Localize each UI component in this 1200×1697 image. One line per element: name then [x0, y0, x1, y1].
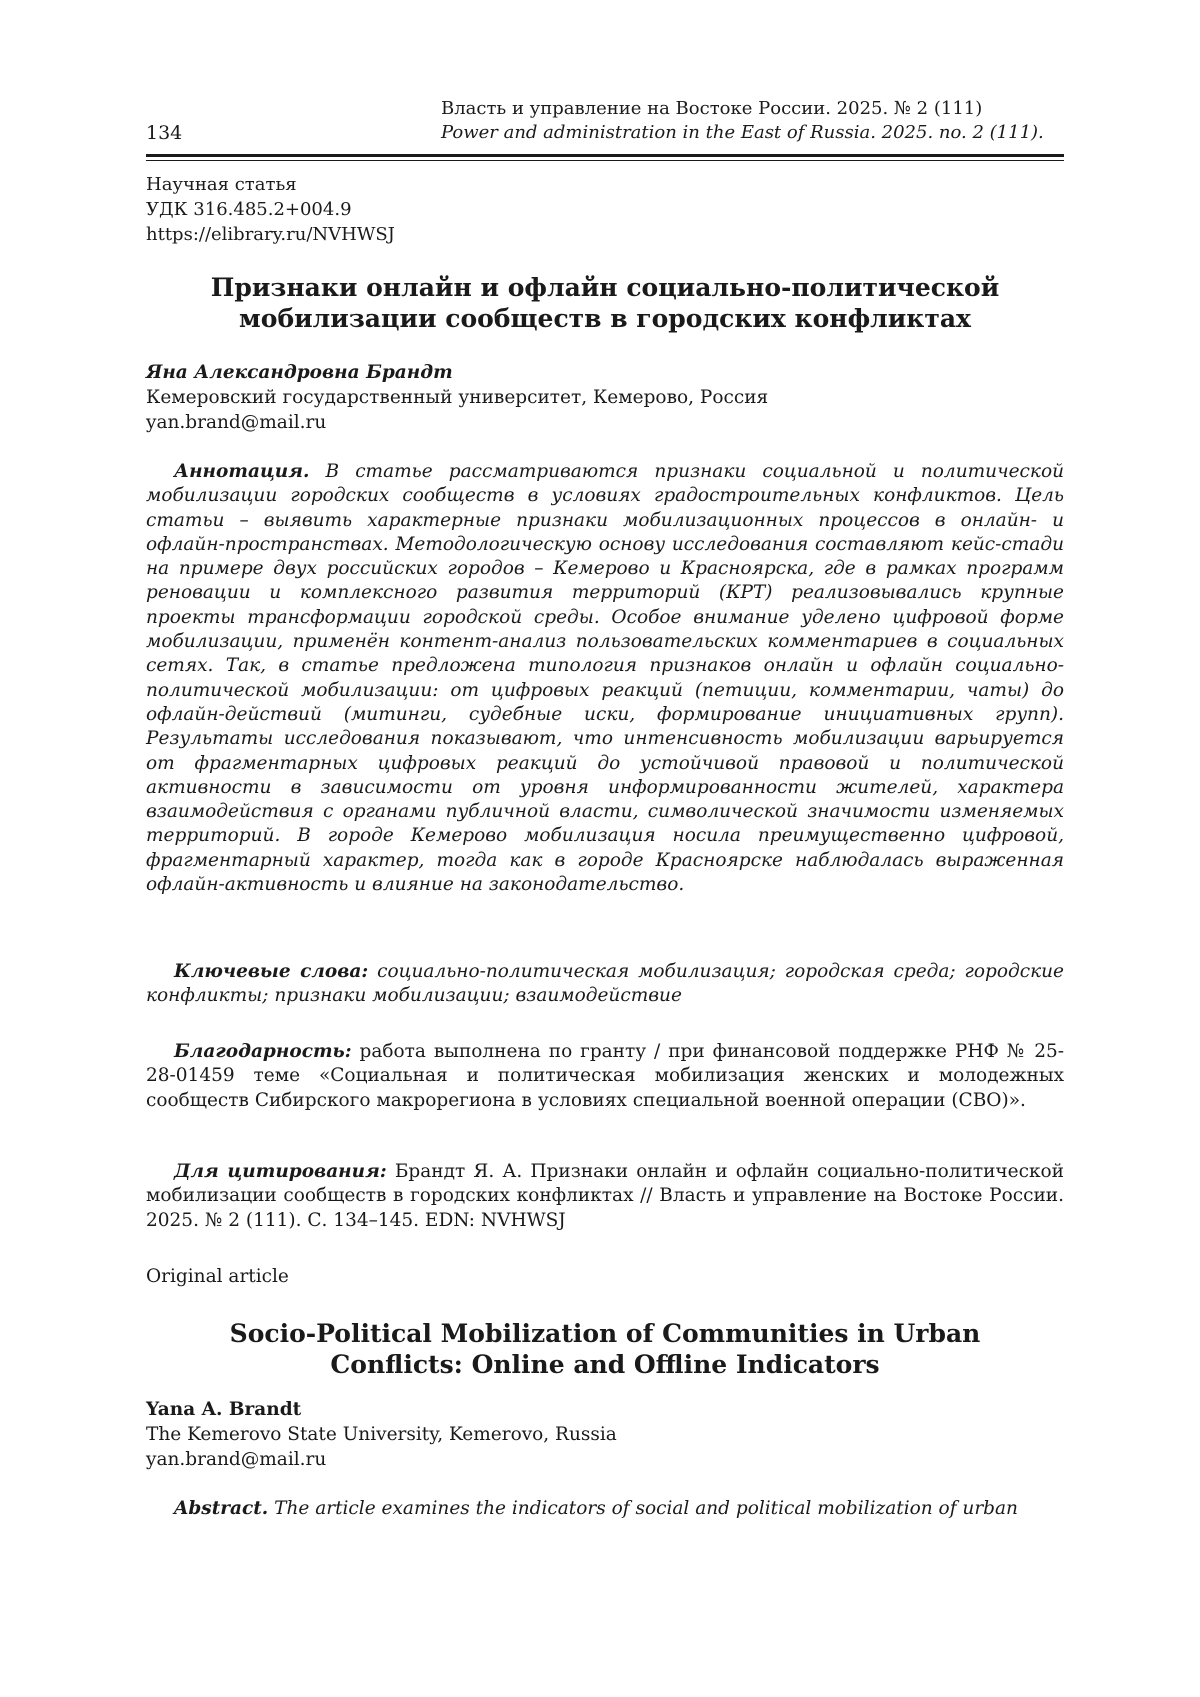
- title-ru-line-2: мобилизации сообществ в городских конфликтах: [239, 304, 971, 333]
- journal-title-ru: Власть и управление на Востоке России. 2025. № 2 (111): [441, 98, 983, 119]
- abstract-text: The article examines the indicators of social and political mobilization of urban: [274, 1498, 1018, 1519]
- keywords-text: социально-политическая мобилизация; городская среда; городские конфликты; признаки мобилизации; взаимодействие: [146, 961, 1064, 1007]
- annotation-text: В статье рассматриваются признаки социальной и политической мобилизации городских сообществ в условиях градостроительных конфликтов. Цель статьи – выявить характерные признаки мобилизационных процессов в онлайн- и офлайн-пространствах. Методологическую основу исследования составляют кейс-стади на примере двух российских городов – Кемерово и Красноярска, где в рамках программ реновации и комплексного развития территорий (КРТ) реализовывались крупные проекты трансформации городской среды. Особое внимание уделено цифровой форме мобилизации, применён контент-анализ пользовательских комментариев в социальных сетях. Так, в статье предложена типология признаков онлайн и офлайн социально-политической мобилизации: от цифровых реакций (петиции, комментарии, чаты) до офлайн-действий (митинги, судебные иски, формирование инициативных групп). Результаты исследования показывают, что интенсивность мобилизации варьируется от фрагментарных цифровых реакций до устойчивой правовой и политической активности в зависимости от уровня информированности жителей, характера взаимодействия с органами публичной власти, символической значимости изменяемых территорий. В городе Кемерово мобилизация носила преимущественно цифровой, фрагментарный характер, тогда как в городе Красноярске наблюдалась выраженная офлайн-активность и влияние на законодательство.: [146, 461, 1064, 896]
- annotation-label: Аннотация.: [174, 461, 310, 482]
- header-rule-thick: [146, 154, 1064, 157]
- page-number: 134: [146, 122, 183, 144]
- journal-title-en: Power and administration in the East of Russia. 2025. no. 2 (111).: [441, 122, 1044, 143]
- citation-paragraph: [146, 1160, 1064, 1233]
- running-head: [146, 98, 1064, 148]
- article-type-ru: Научная статья: [146, 174, 297, 195]
- author-block-ru: [146, 360, 1064, 435]
- abstract-label: Abstract.: [174, 1498, 269, 1519]
- article-type-en: Original article: [146, 1266, 289, 1287]
- title-ru-line-1: Признаки онлайн и офлайн социально-политической: [210, 273, 1000, 302]
- keywords-paragraph: [146, 960, 1064, 1009]
- title-en-line-1: Socio-Political Mobilization of Communities in Urban: [229, 1319, 981, 1348]
- keywords-label: Ключевые слова:: [174, 961, 369, 982]
- article-meta: [146, 172, 395, 247]
- affiliation-ru: Кемеровский государственный университет, Кемерово, Россия: [146, 387, 769, 408]
- title-en-line-2: Conflicts: Online and Offline Indicators: [330, 1350, 880, 1379]
- article-title-en: [146, 1318, 1064, 1380]
- citation-text: Брандт Я. А. Признаки онлайн и офлайн социально-политической мобилизации сообществ в городских конфликтах // Власть и управление на Востоке России. 2025. № 2 (111). С. 134–145. EDN: NVHWSJ: [146, 1161, 1064, 1231]
- header-rule-thin: [146, 160, 1064, 161]
- author-email-ru[interactable]: yan.brand@mail.ru: [146, 412, 327, 433]
- article-title-ru: [146, 272, 1064, 334]
- elibrary-link[interactable]: https://elibrary.ru/NVHWSJ: [146, 224, 395, 245]
- annotation-paragraph: [146, 460, 1064, 897]
- udc-code: УДК 316.485.2+004.9: [146, 199, 352, 220]
- author-block-en: [146, 1397, 1064, 1472]
- abstract-paragraph: [146, 1497, 1064, 1521]
- acknowledgement-paragraph: [146, 1040, 1064, 1113]
- author-name-ru: Яна Александровна Брандт: [146, 362, 453, 383]
- affiliation-en: The Kemerovo State University, Kemerovo, Russia: [146, 1424, 617, 1445]
- acknowledgement-label: Благодарность:: [174, 1041, 352, 1062]
- citation-label: Для цитирования:: [174, 1161, 387, 1182]
- author-name-en: Yana A. Brandt: [146, 1399, 302, 1420]
- author-email-en[interactable]: yan.brand@mail.ru: [146, 1449, 327, 1470]
- acknowledgement-text: работа выполнена по гранту / при финансовой поддержке РНФ № 25-28-01459 теме «Социальная и политическая мобилизация женских и молодежных сообществ Сибирского макрорегиона в условиях специальной военной операции (СВО)».: [146, 1041, 1064, 1111]
